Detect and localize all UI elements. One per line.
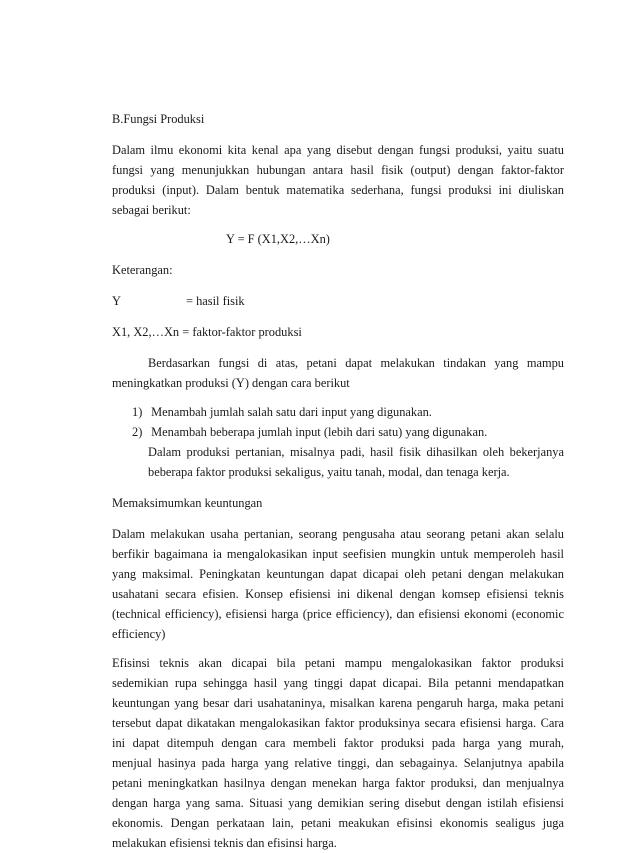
paragraph-line: Dalam produksi pertanian, misalnya padi, hasil fisik dihasilkan oleh bekerjanya [148, 445, 564, 459]
paragraph-line: dengan harga yang sama. Situasi yang demikian sering disebut dengan istilah efisiensi [112, 796, 564, 810]
paragraph-line: berfikir bagaimana ia mengalokasikan input seefisien mungkin untuk memperoleh hasil [112, 547, 564, 561]
paragraph-line: menjual hasinya pada harga yang relative tinggi, dan sebagainya. Selanjutnya apabila [112, 756, 564, 770]
numbered-list [112, 402, 564, 482]
paragraph-line: ini dapat ditempuh dengan cara membeli faktor produksi pada harga yang murah, [112, 736, 564, 750]
paragraph-line: usahatani secara efisien. Konsep efisiensi ini dikenal dengan komsep efisiensi teknis [112, 587, 564, 601]
paragraph-line: produksi (input). Dalam bentuk matematika sederhana, fungsi produksi ini diuliskan [112, 183, 564, 197]
paragraph-line: petani meningkatkan hasilnya dengan menekan harga faktor produksi, dan menjualnya [112, 776, 564, 790]
paragraph-technical-efficiency [112, 653, 564, 853]
definition-row [112, 322, 564, 342]
paragraph-line: beberapa faktor produksi sekaligus, yaitu tanah, modal, dan tenaga kerja. [148, 465, 510, 479]
paragraph-line: Berdasarkan fungsi di atas, petani dapat melakukan tindakan yang mampu [148, 356, 564, 370]
paragraph-line: Efisinsi teknis akan dicapai bila petani mampu mengalokasikan faktor produksi [112, 656, 564, 670]
paragraph-efficiency [112, 524, 564, 644]
paragraph-line: Dalam ilmu ekonomi kita kenal apa yang disebut dengan fungsi produksi, yaitu suatu [112, 143, 564, 157]
list-number: 1) [132, 405, 143, 419]
document-page [112, 109, 564, 853]
paragraph-line: ekonomis. Dengan perkataan lain, petani meakukan efisinsi ekonomis sealigus juga [112, 816, 564, 830]
paragraph-intro [112, 140, 564, 220]
definition-desc: = hasil fisik [186, 294, 245, 308]
paragraph-line: keuntungan yang besar dari usahataninya, misalkan karena pengaruh harga, maka petani [112, 696, 564, 710]
keterangan-label: Keterangan: [112, 263, 173, 277]
definition-term: X1, X2,…Xn [112, 325, 180, 339]
section-title: B.Fungsi Produksi [112, 112, 205, 126]
list-continuation [132, 442, 564, 482]
paragraph-line: Dalam melakukan usaha pertanian, seorang pengusaha atau seorang petani akan selalu [112, 527, 564, 541]
list-item [132, 422, 564, 442]
definition-desc: = faktor-faktor produksi [182, 325, 302, 339]
paragraph-line: sebagai berikut: [112, 203, 191, 217]
list-text: Menambah beberapa jumlah input (lebih dari satu) yang digunakan. [151, 425, 488, 439]
paragraph-line: tersebut dapat dikatakan mengalokasikan faktor produksinya secara efisiensi harga. Cara [112, 716, 564, 730]
formula: Y = F (X1,X2,…Xn) [226, 232, 330, 246]
paragraph-line: melakukan efisiensi teknis dan efisinsi harga. [112, 836, 337, 850]
paragraph-line: (technical efficiency), efisiensi harga (price efficiency), dan efisiensi ekonomi (economic [112, 607, 564, 621]
paragraph-line: meningkatkan produksi (Y) dengan cara berikut [112, 376, 350, 390]
definition-row [112, 291, 564, 311]
list-number: 2) [132, 425, 143, 439]
paragraph-method [112, 353, 564, 393]
paragraph-line: sedemikian rupa sehingga hasil yang tinggi dapat dicapai. Bila petanni mendapatkan [112, 676, 564, 690]
paragraph-line: fungsi yang menunjukkan hubungan antara hasil fisik (output) dengan faktor-faktor [112, 163, 564, 177]
definition-term: Y [112, 294, 121, 308]
list-text: Menambah jumlah salah satu dari input yang digunakan. [151, 405, 432, 419]
list-item [132, 402, 564, 422]
paragraph-line: yang maksimal. Peningkatan keuntungan dapat dicapai oleh petani dengan melakukan [112, 567, 564, 581]
subheading: Memaksimumkan keuntungan [112, 496, 263, 510]
paragraph-line: efficiency) [112, 627, 166, 641]
